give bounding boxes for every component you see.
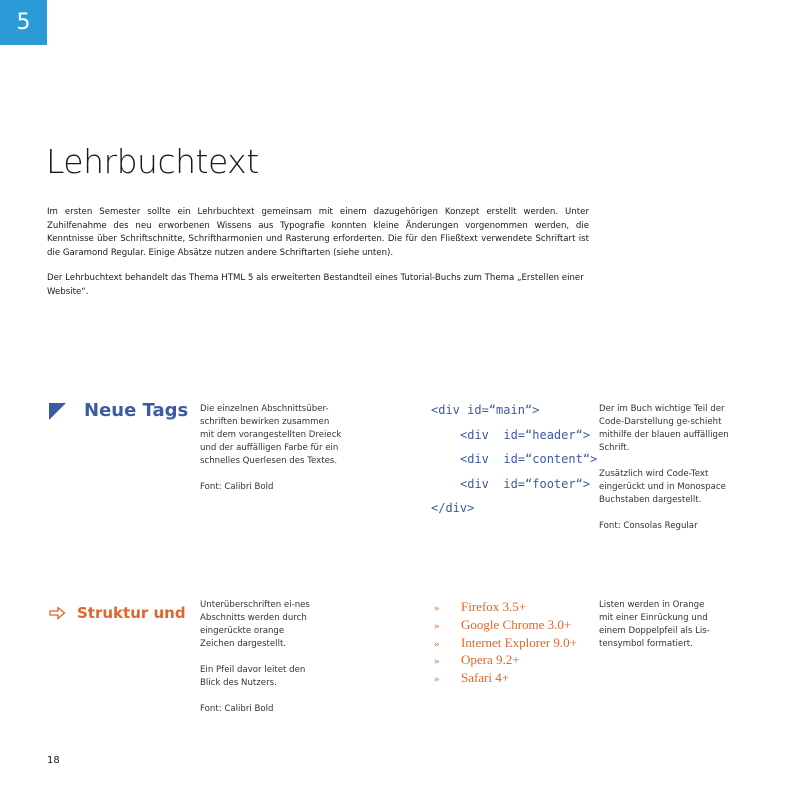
- list-note: [599, 599, 717, 651]
- page-title: Lehrbuchtext: [46, 142, 259, 181]
- code-line: <div id=“header“>: [460, 427, 591, 442]
- code-note-font: Font: Consolas Regular: [599, 521, 698, 531]
- code-line: <div id=“main“>: [431, 403, 540, 417]
- intro-paragraph-1: Im ersten Semester sollte ein Lehrbuchtext gemeinsam mit einem dazugehörigen Konzept erstellt werden. Unter Zuhilfenahme des neu erworbenen Wissens aus Typografie konnten kleine Änderungen vorgenommen werden, die Kenntnisse über Schriftschnitte, Schriftharmonien und Rasterung erforderten. Die für den Fließtext verwendete Schriftart ist die Garamond Regular. Einige Absätze nutzen andere Schriftarten (siehe unten).: [47, 207, 589, 258]
- code-line: <div id=“footer“>: [460, 476, 591, 491]
- triangle-icon: [49, 403, 66, 420]
- list-item: » Google Chrome 3.0+: [434, 616, 577, 634]
- list-item: » Firefox 3.5+: [434, 598, 577, 616]
- tags-note-font: Font: Calibri Bold: [200, 482, 274, 492]
- list-item: » Internet Explorer 9.0+: [434, 634, 577, 652]
- code-note: [599, 403, 729, 533]
- tags-note: [200, 403, 342, 494]
- section-heading-neue-tags: Neue Tags: [84, 400, 189, 421]
- code-note-text: Der im Buch wichtige Teil der Code-Darstellung ge-schieht mithilfe der blauen auffälligen Schrift.: [599, 404, 729, 453]
- list-note-text: Listen werden in Orange mit einer Einrückung und einem Doppelpfeil als Lis-tensymbol formatiert.: [599, 600, 710, 649]
- double-arrow-icon: »: [434, 673, 440, 686]
- section-heading-struktur: Struktur und: [77, 604, 186, 622]
- chapter-badge: [0, 0, 47, 45]
- double-arrow-icon: »: [434, 655, 440, 668]
- struktur-note-text: Unterüberschriften ei-nes Abschnitts werden durch eingerückte orange Zeichen dargestellt.: [200, 600, 310, 649]
- code-note-text-2: Zusätzlich wird Code-Text eingerückt und in Monospace Buchstaben dargestellt.: [599, 469, 726, 505]
- code-line: </div>: [431, 501, 475, 515]
- arrow-right-icon: [49, 606, 66, 620]
- double-arrow-icon: »: [434, 619, 440, 632]
- code-sample: [431, 403, 597, 526]
- intro-paragraph-2: Der Lehrbuchtext behandelt das Thema HTML 5 als erweiterten Bestandteil eines Tutorial-Buchs zum Thema „Erstellen einer Website“.: [47, 273, 584, 297]
- page-number: 18: [47, 755, 60, 766]
- chapter-number: 5: [16, 10, 31, 35]
- tags-note-text: Die einzelnen Abschnittsüber-schriften bewirken zusammen mit dem vorangestellten Dreieck und der auffälligen Farbe für ein schnelles Querlesen des Textes.: [200, 404, 342, 466]
- list-item: » Safari 4+: [434, 669, 577, 687]
- struktur-note: [200, 599, 318, 716]
- browser-list: [434, 598, 577, 687]
- double-arrow-icon: »: [434, 637, 440, 650]
- code-line: <div id=“content“>: [460, 452, 598, 466]
- list-item: » Opera 9.2+: [434, 651, 577, 669]
- double-arrow-icon: »: [434, 602, 440, 614]
- struktur-note-font: Font: Calibri Bold: [200, 704, 274, 714]
- struktur-note-text-2: Ein Pfeil davor leitet den Blick des Nutzers.: [200, 665, 306, 688]
